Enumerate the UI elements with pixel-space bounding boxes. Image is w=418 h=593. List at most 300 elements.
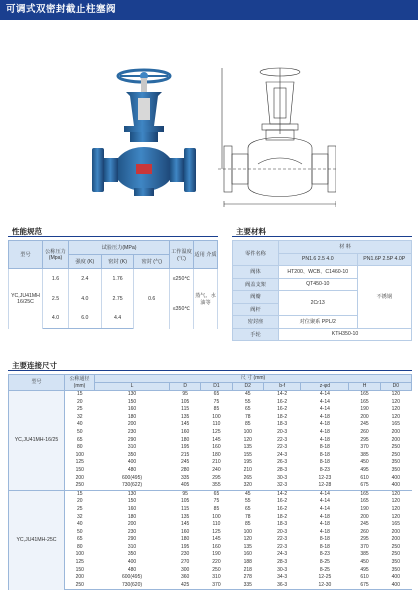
- dim-cell: 215: [181, 451, 190, 458]
- mat-divider: [232, 236, 412, 237]
- dim-cell: 350: [391, 459, 400, 466]
- dim-cell: 425: [170, 582, 201, 590]
- perf-model-cell: YC,JU41MH 16/25C: [9, 269, 43, 329]
- perf-strength: 4.0: [69, 289, 102, 309]
- dim-cell: 165: [349, 490, 380, 498]
- dim-cell: 14-2: [263, 490, 301, 498]
- dim-cell: 18-2: [277, 413, 288, 420]
- dim-header-col: L: [95, 383, 170, 391]
- mat-part: 阀体: [233, 266, 279, 279]
- dim-cell: 80: [76, 444, 83, 451]
- dim-cell: 290: [127, 536, 137, 543]
- dim-cell: 12-23: [318, 474, 332, 481]
- dim-cell: 22-3: [277, 444, 288, 451]
- table-row: [9, 514, 412, 522]
- dim-cell: 240: [212, 466, 221, 473]
- perf-seal: 2.75: [101, 289, 134, 309]
- dim-cell: 95: [170, 490, 201, 498]
- page-title: 可调式双密封截止柱塞阀: [0, 0, 418, 20]
- dim-cell: 190: [360, 406, 369, 413]
- dim-cell: 400: [380, 482, 411, 490]
- dim-header-col: D2: [232, 383, 263, 391]
- dim-cell: 310: [127, 543, 137, 550]
- dim-cell: 165: [391, 521, 400, 528]
- perf-header-model: 型号: [9, 241, 43, 269]
- table-row: [9, 406, 412, 414]
- dim-cell: 105: [181, 398, 190, 405]
- table-row: [9, 414, 412, 422]
- dim-cell: 250: [391, 444, 400, 451]
- dim-cell: 145: [181, 521, 190, 528]
- dim-cell: 450: [360, 559, 369, 566]
- dim-cell: 400: [380, 582, 411, 590]
- dim-cell: 290: [127, 436, 137, 443]
- dim-cell: 190: [360, 505, 369, 512]
- dim-cell: 310: [127, 444, 137, 451]
- table-row: [9, 536, 412, 544]
- dim-cell: 245: [360, 521, 369, 528]
- dim-cell: 145: [181, 421, 190, 428]
- dim-cell: 24-3: [277, 551, 288, 558]
- perf-pn: 2.5: [43, 289, 69, 309]
- dim-cell: 16-2: [277, 505, 288, 512]
- dim-cell: 8-25: [319, 559, 330, 566]
- perf-header-temp: 工作温度 (℃): [170, 241, 194, 269]
- table-row: [9, 452, 412, 460]
- dim-cell: 495: [360, 566, 369, 573]
- mat-value: HT200、WCB、C1460-10: [279, 266, 358, 279]
- dim-cell: 12-25: [318, 574, 332, 581]
- table-row: [9, 551, 412, 559]
- perf-header-upper-seal: 密封 (气): [134, 255, 170, 269]
- table-row: [9, 429, 412, 437]
- dim-cell: 85: [213, 406, 220, 413]
- dim-cell: 4-14: [319, 498, 330, 505]
- dim-cell: 4-18: [319, 521, 330, 528]
- table-row: [9, 559, 412, 567]
- dim-cell: 400: [391, 574, 400, 581]
- dim-cell: 120: [243, 436, 252, 443]
- dim-cell: 310: [212, 574, 221, 581]
- dimension-table: [8, 374, 412, 590]
- dim-cell: 120: [380, 490, 411, 498]
- table-row: [9, 544, 412, 552]
- dim-cell: 25: [76, 505, 83, 512]
- dim-cell: 190: [212, 551, 221, 558]
- dim-cell: 85: [244, 521, 251, 528]
- dim-cell: 15: [65, 490, 95, 498]
- dim-cell: 120: [391, 513, 400, 520]
- dim-cell: 75: [213, 498, 220, 505]
- dim-cell: 270: [181, 559, 190, 566]
- perf-header-test: 试验压力(MPa): [69, 241, 170, 255]
- dim-cell: 8-18: [319, 451, 330, 458]
- table-row: [9, 475, 412, 483]
- dim-cell: 100: [243, 428, 252, 435]
- dim-cell: 135: [181, 413, 190, 420]
- table-row: [9, 498, 412, 506]
- dim-model-cell: YC,JU41MH-16/25: [9, 391, 65, 491]
- mat-header-col2: PN1.6P 2.5P 4.0P: [357, 253, 412, 266]
- mat-value: KTH350-10: [279, 328, 412, 341]
- dim-cell: 65: [201, 490, 232, 498]
- dim-cell: 4-14: [319, 398, 330, 405]
- dim-cell: 120: [391, 505, 400, 512]
- dim-cell: 495: [360, 466, 369, 473]
- dim-cell: 150: [127, 398, 137, 405]
- dim-cell: 200: [75, 574, 84, 581]
- perf-header-strength: 强度 (K): [69, 255, 102, 269]
- perf-strength: 6.0: [69, 309, 102, 329]
- table-row: [9, 421, 412, 429]
- mat-header-part: 零件名称: [233, 241, 279, 266]
- dim-cell: 14-2: [263, 391, 301, 399]
- dim-cell: 8-23: [319, 466, 330, 473]
- dim-cell: 400: [391, 474, 400, 481]
- dim-cell: 195: [181, 543, 190, 550]
- table-row: [9, 459, 412, 467]
- mat-part: 密封座: [233, 316, 279, 329]
- dim-cell: 65: [244, 505, 251, 512]
- dim-cell: 188: [243, 559, 252, 566]
- dim-cell: 125: [212, 428, 221, 435]
- dim-cell: 160: [181, 528, 190, 535]
- dim-cell: 200: [360, 513, 369, 520]
- dim-cell: 230: [127, 428, 137, 435]
- dim-cell: 405: [170, 482, 201, 490]
- table-row: [9, 437, 412, 445]
- dim-cell: 280: [181, 466, 190, 473]
- dim-cell: 125: [75, 459, 84, 466]
- dim-cell: 125: [75, 559, 84, 566]
- dim-cell: 32-3: [263, 482, 301, 490]
- dim-cell: 135: [243, 444, 252, 451]
- dim-cell: 265: [243, 474, 252, 481]
- dim-cell: 55: [244, 398, 251, 405]
- dim-cell: 295: [212, 474, 221, 481]
- dim-header-col: H: [349, 383, 380, 391]
- mat-part: 阀瓣: [233, 291, 279, 304]
- dim-cell: 180: [127, 513, 137, 520]
- dim-cell: 160: [127, 406, 137, 413]
- dim-cell: 355: [201, 482, 232, 490]
- dim-cell: 250: [391, 551, 400, 558]
- dim-cell: 450: [360, 459, 369, 466]
- dim-cell: 675: [349, 582, 380, 590]
- table-row: [9, 490, 412, 498]
- table-row: [9, 521, 412, 529]
- dim-cell: 40: [76, 521, 83, 528]
- dim-cell: 32: [76, 513, 83, 520]
- dim-cell: 28-3: [277, 466, 288, 473]
- dim-cell: 8-23: [319, 551, 330, 558]
- dim-cell: 350: [391, 559, 400, 566]
- dim-cell: 730(620): [95, 582, 170, 590]
- dim-cell: 30-3: [277, 474, 288, 481]
- dim-cell: 20-3: [277, 428, 288, 435]
- dim-header-model: 型号: [9, 375, 65, 391]
- dim-cell: 120: [391, 406, 400, 413]
- dim-cell: 22-3: [277, 543, 288, 550]
- mat-section-title: 主要材料: [236, 227, 266, 236]
- dim-cell: 24-3: [277, 451, 288, 458]
- material-table: [232, 240, 412, 341]
- dim-cell: 150: [75, 466, 84, 473]
- dim-cell: 78: [244, 413, 251, 420]
- dim-cell: 260: [360, 428, 369, 435]
- mat-value: 2Cr13: [279, 291, 358, 316]
- dim-cell: 320: [232, 482, 263, 490]
- dim-cell: 218: [243, 566, 252, 573]
- dim-cell: 350: [127, 551, 137, 558]
- dim-cell: 18-2: [277, 513, 288, 520]
- perf-section-title: 性能规范: [12, 227, 42, 236]
- dim-cell: 110: [212, 421, 221, 428]
- dim-cell: 230: [127, 528, 137, 535]
- dim-cell: 4-18: [319, 428, 330, 435]
- dim-cell: 160: [243, 551, 252, 558]
- dim-cell: 75: [213, 398, 220, 405]
- dim-cell: 160: [181, 428, 190, 435]
- dim-cell: 165: [360, 498, 369, 505]
- dim-cell: 8-18: [319, 459, 330, 466]
- dim-cell: 400: [127, 459, 137, 466]
- dim-cell: 100: [243, 528, 252, 535]
- mat-part: 阀杆: [233, 303, 279, 316]
- dim-cell: 145: [212, 536, 221, 543]
- dim-cell: 16-2: [277, 498, 288, 505]
- dim-cell: 730(622): [95, 482, 170, 490]
- dim-cell: 120: [391, 498, 400, 505]
- valve-drawing: [218, 64, 336, 214]
- table-row: [9, 444, 412, 452]
- dim-cell: 95: [170, 391, 201, 399]
- dim-header-col: z-φd: [301, 383, 349, 391]
- dim-cell: 200: [127, 421, 137, 428]
- dim-cell: 200: [391, 428, 400, 435]
- dim-cell: 100: [75, 451, 84, 458]
- dim-cell: 20: [76, 498, 83, 505]
- dim-model-cell: YC,JU41MH-25C: [9, 490, 65, 590]
- dim-cell: 36-3: [263, 582, 301, 590]
- mat-header-col1: PN1.6 2.5 4.0: [279, 253, 358, 266]
- table-row: [9, 506, 412, 514]
- table-row: [9, 391, 412, 399]
- mat-value: QT450-10: [279, 278, 358, 291]
- dim-cell: 4-18: [319, 421, 330, 428]
- dim-cell: 4-18: [319, 513, 330, 520]
- dim-cell: 300: [181, 566, 190, 573]
- perf-pn: 4.0: [43, 309, 69, 329]
- dim-cell: 295: [360, 436, 369, 443]
- dim-cell: 85: [213, 505, 220, 512]
- dim-cell: 4-18: [319, 528, 330, 535]
- dim-cell: 15: [65, 391, 95, 399]
- dim-cell: 25: [76, 406, 83, 413]
- mat-part: 阀盖支架: [233, 278, 279, 291]
- dim-cell: 610: [360, 574, 369, 581]
- dim-cell: 385: [360, 451, 369, 458]
- dim-cell: 210: [243, 466, 252, 473]
- dim-cell: 145: [212, 436, 221, 443]
- dim-cell: 78: [244, 513, 251, 520]
- dim-cell: 370: [360, 444, 369, 451]
- dim-cell: 335: [181, 474, 190, 481]
- dim-cell: 360: [181, 574, 190, 581]
- dim-cell: 65: [201, 391, 232, 399]
- dim-cell: 8-18: [319, 543, 330, 550]
- dim-cell: 180: [181, 536, 190, 543]
- dim-cell: 200: [127, 521, 137, 528]
- dim-cell: 675: [349, 482, 380, 490]
- dim-cell: 278: [243, 574, 252, 581]
- dim-cell: 370: [201, 582, 232, 590]
- mat-value: 对位聚系 PPL/2: [279, 316, 358, 329]
- dim-header-col: D0: [380, 383, 411, 391]
- dim-cell: 26-3: [277, 459, 288, 466]
- dim-cell: 250: [65, 482, 95, 490]
- dim-cell: 8-18: [319, 444, 330, 451]
- dim-cell: 65: [76, 536, 83, 543]
- dim-cell: 165: [349, 391, 380, 399]
- mat-value-stainless: 不锈钢: [357, 266, 412, 329]
- dim-cell: 120: [243, 536, 252, 543]
- dim-cell: 120: [391, 398, 400, 405]
- dim-cell: 180: [212, 451, 221, 458]
- table-row: [9, 482, 412, 490]
- dim-cell: 230: [181, 551, 190, 558]
- dim-divider: [8, 370, 412, 371]
- dim-cell: 22-3: [277, 536, 288, 543]
- table-row: [9, 399, 412, 407]
- dim-cell: 8-18: [319, 536, 330, 543]
- dim-cell: 250: [391, 543, 400, 550]
- dim-cell: 40: [76, 421, 83, 428]
- dim-cell: 50: [76, 428, 83, 435]
- table-row: [9, 529, 412, 537]
- dim-cell: 4-18: [319, 436, 330, 443]
- dim-header-dn: 公称通径 (mm): [65, 375, 95, 391]
- dim-cell: 135: [181, 513, 190, 520]
- dim-cell: 65: [76, 436, 83, 443]
- dim-cell: 8-25: [319, 566, 330, 573]
- dim-cell: 85: [244, 421, 251, 428]
- dim-cell: 18-3: [277, 521, 288, 528]
- perf-gas-seal: 0.6: [134, 269, 170, 329]
- dim-cell: 4-14: [301, 490, 349, 498]
- dim-cell: 34-3: [277, 574, 288, 581]
- perf-divider: [8, 236, 218, 237]
- dim-cell: 385: [360, 551, 369, 558]
- dim-cell: 155: [243, 451, 252, 458]
- dim-cell: 110: [212, 521, 221, 528]
- dim-cell: 180: [127, 413, 137, 420]
- mat-part: 手轮: [233, 328, 279, 341]
- dim-cell: 55: [244, 498, 251, 505]
- dim-section-title: 主要连接尺寸: [12, 361, 57, 370]
- table-row: [9, 467, 412, 475]
- dim-cell: 165: [360, 398, 369, 405]
- dim-cell: 150: [75, 566, 84, 573]
- dim-cell: 350: [391, 466, 400, 473]
- dim-cell: 50: [76, 528, 83, 535]
- dim-cell: 195: [181, 444, 190, 451]
- dim-cell: 250: [391, 451, 400, 458]
- dim-cell: 400: [127, 559, 137, 566]
- perf-header-medium: 适用 介质: [194, 241, 218, 269]
- dim-cell: 350: [127, 451, 137, 458]
- dim-cell: 480: [127, 466, 137, 473]
- dim-header-col: D1: [201, 383, 232, 391]
- dim-cell: 16-2: [277, 406, 288, 413]
- perf-header-pn: 公称压力 (Mpa): [43, 241, 69, 269]
- dim-header-col: D: [170, 383, 201, 391]
- dim-cell: 4-14: [301, 391, 349, 399]
- dim-cell: 210: [212, 459, 221, 466]
- dim-cell: 350: [391, 566, 400, 573]
- dim-cell: 180: [181, 436, 190, 443]
- dim-cell: 160: [127, 505, 137, 512]
- dim-cell: 195: [243, 459, 252, 466]
- perf-temp-1: ≤250℃: [170, 269, 194, 289]
- dim-cell: 245: [360, 421, 369, 428]
- perf-pn: 1.6: [43, 269, 69, 289]
- dim-cell: 250: [212, 566, 221, 573]
- dim-cell: 45: [232, 490, 263, 498]
- perf-seal: 1.76: [101, 269, 134, 289]
- dim-cell: 160: [212, 543, 221, 550]
- performance-table: [8, 240, 218, 329]
- dim-cell: 130: [95, 391, 170, 399]
- dim-cell: 100: [75, 551, 84, 558]
- dim-cell: 80: [76, 543, 83, 550]
- dim-cell: 335: [232, 582, 263, 590]
- dim-cell: 18-3: [277, 421, 288, 428]
- dim-cell: 12-30: [301, 582, 349, 590]
- dim-cell: 100: [212, 513, 221, 520]
- dim-cell: 32: [76, 413, 83, 420]
- dim-cell: 115: [181, 406, 190, 413]
- dim-cell: 16-2: [277, 398, 288, 405]
- mat-header-material: 材 料: [279, 241, 412, 254]
- table-row: [9, 567, 412, 575]
- dim-cell: 165: [391, 421, 400, 428]
- dim-cell: 4-14: [319, 406, 330, 413]
- table-row: [9, 574, 412, 582]
- dim-cell: 600(495): [122, 474, 143, 481]
- perf-seal: 4.4: [101, 309, 134, 329]
- dim-cell: 200: [391, 528, 400, 535]
- dim-cell: 200: [391, 536, 400, 543]
- dim-cell: 135: [243, 543, 252, 550]
- perf-temp-2: ≤350℃: [170, 289, 194, 329]
- dim-cell: 28-3: [277, 559, 288, 566]
- dim-cell: 295: [360, 536, 369, 543]
- dim-cell: 45: [232, 391, 263, 399]
- dim-cell: 220: [212, 559, 221, 566]
- dim-cell: 200: [391, 436, 400, 443]
- dim-cell: 100: [212, 413, 221, 420]
- dim-cell: 150: [127, 498, 137, 505]
- dim-cell: 200: [75, 474, 84, 481]
- perf-header-seal: 密封 (K): [101, 255, 134, 269]
- dim-cell: 120: [380, 391, 411, 399]
- dim-header-col: b-f: [263, 383, 301, 391]
- table-row: [9, 582, 412, 590]
- dim-cell: 22-3: [277, 436, 288, 443]
- dim-cell: 260: [360, 528, 369, 535]
- dim-cell: 125: [212, 528, 221, 535]
